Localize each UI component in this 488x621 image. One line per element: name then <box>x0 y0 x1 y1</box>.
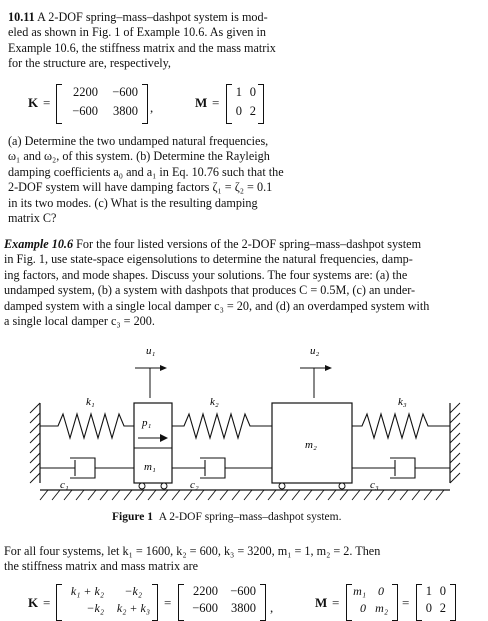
matrix-cell: 1 <box>235 85 242 99</box>
problem-parts <box>8 134 318 226</box>
matrix-cell: k₁ + k₂ <box>70 584 104 598</box>
bracket-right <box>258 84 264 124</box>
parts-line: in its two modes. (c) What is the resulting damping <box>8 195 258 210</box>
c3-label: c₃ <box>370 479 379 491</box>
u1-displacement-arrow <box>135 365 167 398</box>
matrix-cell: 2200 <box>193 584 218 598</box>
figure-caption <box>112 510 341 525</box>
caption-label: Figure 1 <box>112 511 153 523</box>
m-label: M <box>195 95 208 110</box>
u2-label: u₂ <box>310 345 320 357</box>
k-label: K <box>28 95 39 110</box>
matrix-cell: m₁ <box>353 584 366 598</box>
p1-label: p₁ <box>142 417 152 429</box>
spring-k1 <box>40 414 134 438</box>
bracket-right <box>260 584 266 621</box>
parts-line: 2-DOF system will have damping factors ζ₁ = ζ₂ = 0.1 <box>8 180 273 195</box>
matrix-cell: 2 <box>249 104 256 118</box>
matrix-cell: 1 <box>425 584 432 598</box>
right-wall <box>450 403 460 483</box>
example-line: ing factors, and mode shapes. Discuss your solutions. The four systems are: (a) the <box>4 267 408 282</box>
bracket-right <box>392 584 398 621</box>
matrix-cell: −k₂ <box>124 584 142 598</box>
problem-line: Example 10.6, the stiffness matrix and the mass matrix <box>8 40 276 55</box>
matrix-cell: 2 <box>439 601 446 615</box>
matrix-cell: −600 <box>230 584 256 598</box>
example-text <box>4 237 486 329</box>
example-line: a single local damper c₃ = 200. <box>4 314 155 329</box>
k1-label: k₁ <box>86 396 95 408</box>
example-line: in Fig. 1, use state-space eigensolutions to determine the natural frequencies, damp- <box>4 252 413 267</box>
matrix-cell: 0 <box>425 601 432 615</box>
dashpot-c1 <box>40 458 134 478</box>
parts-line: damping coefficients a₀ and a₁ in Eq. 10.76 such that the <box>8 164 284 179</box>
dashpot-c2 <box>172 458 272 478</box>
u1-label: u₁ <box>146 345 156 357</box>
left-wall <box>30 403 40 483</box>
k3-label: k₃ <box>398 396 407 408</box>
example-line: damped system with a single local damper c₃ = 20, and (d) an overdamped system with <box>4 298 430 313</box>
c2-label: c₂ <box>190 479 199 491</box>
problem-line: for the structure are, respectively, <box>8 56 171 71</box>
problem-number: 10.11 <box>8 10 35 24</box>
matrix-cell: 0 <box>439 584 446 598</box>
parts-line: matrix C? <box>8 211 57 226</box>
comma: , <box>270 600 274 615</box>
problem-line: eled as shown in Fig. 1 of Example 10.6. As given in <box>8 25 266 40</box>
closing-line: the stiffness matrix and mass matrix are <box>4 559 199 574</box>
matrix-cell: 0 <box>235 104 242 118</box>
example-title: Example 10.6 <box>4 237 74 251</box>
equals-sign: = <box>164 595 172 610</box>
comma: , <box>150 100 154 115</box>
problem-line: A 2-DOF spring–mass–dashpot system is mod- <box>34 10 268 24</box>
mass-m1 <box>134 403 172 489</box>
matrix-cell: −600 <box>112 85 138 99</box>
matrix-cell: −k₂ <box>86 601 104 615</box>
example-line: undamped system, (b) a system with dashpots that produces C = 0.5M, (c) an under- <box>4 283 416 298</box>
matrix-cell: m₂ <box>375 601 388 615</box>
closing-text <box>4 544 488 575</box>
matrix-cell: 0 <box>249 85 256 99</box>
m2-label: m₂ <box>305 439 317 451</box>
parts-line: ω₁ and ω₂, of this system. (b) Determine the Rayleigh <box>8 149 270 164</box>
bracket-right <box>450 584 456 621</box>
k2-label: k₂ <box>210 396 219 408</box>
matrix-cell: −600 <box>72 104 98 118</box>
caption-text: A 2-DOF spring–mass–dashpot system. <box>158 511 342 523</box>
equals-sign: = <box>43 95 51 110</box>
parts-line: (a) Determine the two undamped natural frequencies, <box>8 134 269 148</box>
equals-sign: = <box>212 95 220 110</box>
bracket-right <box>152 584 158 621</box>
matrix-cell: k₂ + k₃ <box>116 601 150 615</box>
closing-line: For all four systems, let k₁ = 1600, k₂ = 600, k₃ = 3200, m₁ = 1, m₂ = 2. Then <box>4 544 381 558</box>
spring-k2 <box>172 414 272 438</box>
k-label: K <box>28 595 39 610</box>
bracket-right <box>142 84 148 124</box>
spring-k3 <box>352 414 450 438</box>
matrix-cell: 2200 <box>73 85 98 99</box>
equals-sign: = <box>332 595 340 610</box>
matrix-cell: 0 <box>378 584 384 598</box>
problem-statement <box>8 10 308 72</box>
equals-sign: = <box>402 595 410 610</box>
matrix-cell: 3800 <box>231 601 256 615</box>
u2-displacement-arrow <box>300 365 332 398</box>
matrix-cell: −600 <box>192 601 218 615</box>
equals-sign: = <box>43 595 51 610</box>
matrix-cell: 3800 <box>113 104 138 118</box>
m-label: M <box>315 595 328 610</box>
c1-label: c₁ <box>60 479 69 491</box>
matrix-cell: 0 <box>360 601 366 615</box>
ground <box>40 490 450 500</box>
example-line: For the four listed versions of the 2-DOF spring–mass–dashpot system <box>73 237 422 251</box>
dashpot-c3 <box>352 458 450 478</box>
m1-label: m₁ <box>144 461 156 473</box>
spring-mass-dashpot-figure <box>0 328 488 528</box>
